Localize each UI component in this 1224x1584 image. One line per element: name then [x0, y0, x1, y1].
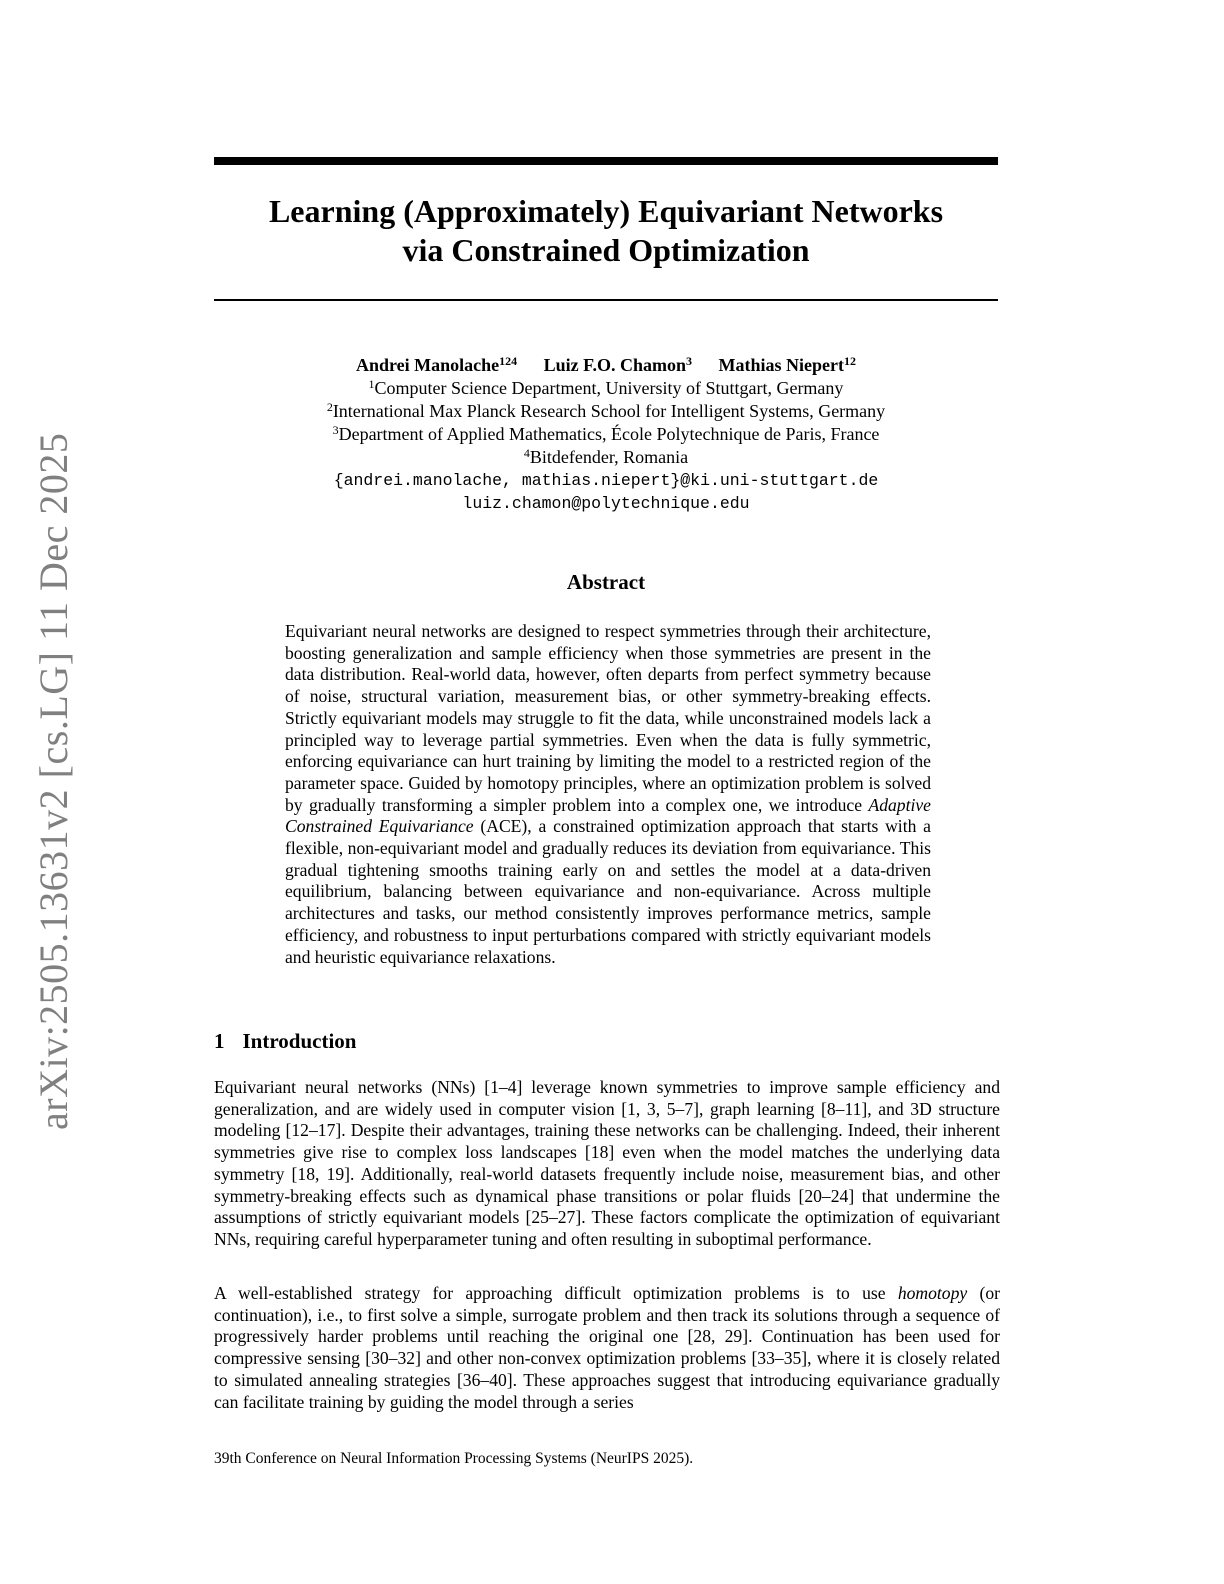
paper-title — [214, 192, 998, 270]
paragraph-text-part: (or continuation), i.e., to first solve a simple, surrogate problem and then track its solutions through a sequence of progressively harder problems until reaching the original one [28, 29]. Continuation has been used for compressive sensing [30–32] and other non-convex optimization problems [33–35], where it is closely related to simulated annealing strategies [36–40]. These approaches suggest that introducing equivariance gradually can facilitate training by guiding the model through a series — [214, 1283, 1000, 1412]
email-line-1: {andrei.manolache, mathias.niepert}@ki.uni-stuttgart.de — [333, 471, 879, 490]
author-2 — [544, 355, 692, 375]
title-top-rule — [214, 157, 998, 165]
author-block — [214, 354, 998, 515]
author-affiliation-marks: 12 — [844, 354, 857, 368]
section-heading-introduction — [214, 1029, 356, 1054]
affiliation-number: 4 — [523, 446, 530, 460]
abstract-text-part: Equivariant neural networks are designed to respect symmetries through their architecture, boosting generalization and sample efficiency when those symmetries are present in the data distribution. Real-world data, however, often departs from perfect symmetry because of noise, structural variation, measurement bias, or other symmetry-breaking effects. Strictly equivariant models may struggle to fit the data, while unconstrained models lack a principled way to leverage partial symmetries. Even when the data is fully symmetric, enforcing equivariance can hurt training by limiting the model to a restricted region of the parameter space. Guided by homotopy principles, where an optimization problem is solved by gradually transforming a simpler problem into a complex one, we introduce — [285, 621, 931, 815]
affiliation-number: 2 — [326, 400, 333, 414]
section-title: Introduction — [242, 1029, 357, 1053]
affiliation-text: Computer Science Department, University of Stuttgart, Germany — [374, 378, 844, 398]
author-list — [214, 354, 998, 377]
title-line-2: via Constrained Optimization — [402, 232, 810, 268]
arxiv-identifier-stamp: arXiv:2505.13631v2 [cs.LG] 11 Dec 2025 — [31, 432, 76, 1130]
abstract-text — [285, 621, 931, 968]
author-name: Mathias Niepert — [718, 355, 845, 375]
email-line-2: luiz.chamon@polytechnique.edu — [462, 494, 750, 513]
abstract-heading: Abstract — [566, 570, 646, 594]
abstract-method-name: Adaptive Constrained Equivariance — [285, 794, 931, 837]
affiliation-text: Bitdefender, Romania — [529, 447, 689, 467]
affiliation-2 — [214, 400, 998, 423]
intro-paragraph-2 — [214, 1283, 1000, 1413]
title-bottom-rule — [214, 299, 998, 301]
author-affiliation-marks: 3 — [686, 354, 693, 368]
affiliation-text: Department of Applied Mathematics, École Polytechnique de Paris, France — [338, 424, 880, 444]
author-name: Andrei Manolache — [355, 355, 500, 375]
affiliation-3 — [214, 423, 998, 446]
affiliation-text: International Max Planck Research School for Intelligent Systems, Germany — [332, 401, 886, 421]
author-3 — [719, 355, 856, 375]
title-line-1: Learning (Approximately) Equivariant Networks — [268, 193, 944, 229]
paragraph-text-part: A well-established strategy for approaching difficult optimization problems is to use — [214, 1283, 898, 1303]
section-number: 1 — [214, 1029, 225, 1053]
affiliation-4 — [214, 446, 998, 469]
affiliation-1 — [214, 377, 998, 400]
affiliation-number: 1 — [368, 377, 375, 391]
affiliation-number: 3 — [332, 423, 339, 437]
author-name: Luiz F.O. Chamon — [543, 355, 687, 375]
author-affiliation-marks: 124 — [499, 354, 518, 368]
abstract-text-part: (ACE), a constrained optimization approach that starts with a flexible, non-equivariant model and gradually reduces its deviation from equivariance. This gradual tightening smooths training early on and settles the model at a data-driven equilibrium, balancing between equivariance and non-equivariance. Across multiple architectures and tasks, our method consistently improves performance metrics, sample efficiency, and robustness to input perturbations compared with strictly equivariant models and heuristic equivariance relaxations. — [285, 816, 931, 967]
conference-footnote: 39th Conference on Neural Information Processing Systems (NeurIPS 2025). — [214, 1450, 694, 1467]
author-1 — [356, 355, 517, 375]
emphasis-term: homotopy — [897, 1283, 968, 1303]
intro-paragraph-1: Equivariant neural networks (NNs) [1–4] leverage known symmetries to improve sample efficiency and generalization, and are widely used in computer vision [1, 3, 5–7], graph learning [8–11], and 3D structure modeling [12–17]. Despite their advantages, training these networks can be challenging. Indeed, their inherent symmetries give rise to complex loss landscapes [18] even when the model matches the underlying data symmetry [18, 19]. Additionally, real-world datasets frequently include noise, measurement bias, and other symmetry-breaking effects such as dynamical phase transitions or polar fluids [20–24] that undermine the assumptions of strictly equivariant models [25–27]. These factors complicate the optimization of equivariant NNs, requiring careful hyperparameter tuning and often resulting in suboptimal performance. — [214, 1077, 1000, 1249]
